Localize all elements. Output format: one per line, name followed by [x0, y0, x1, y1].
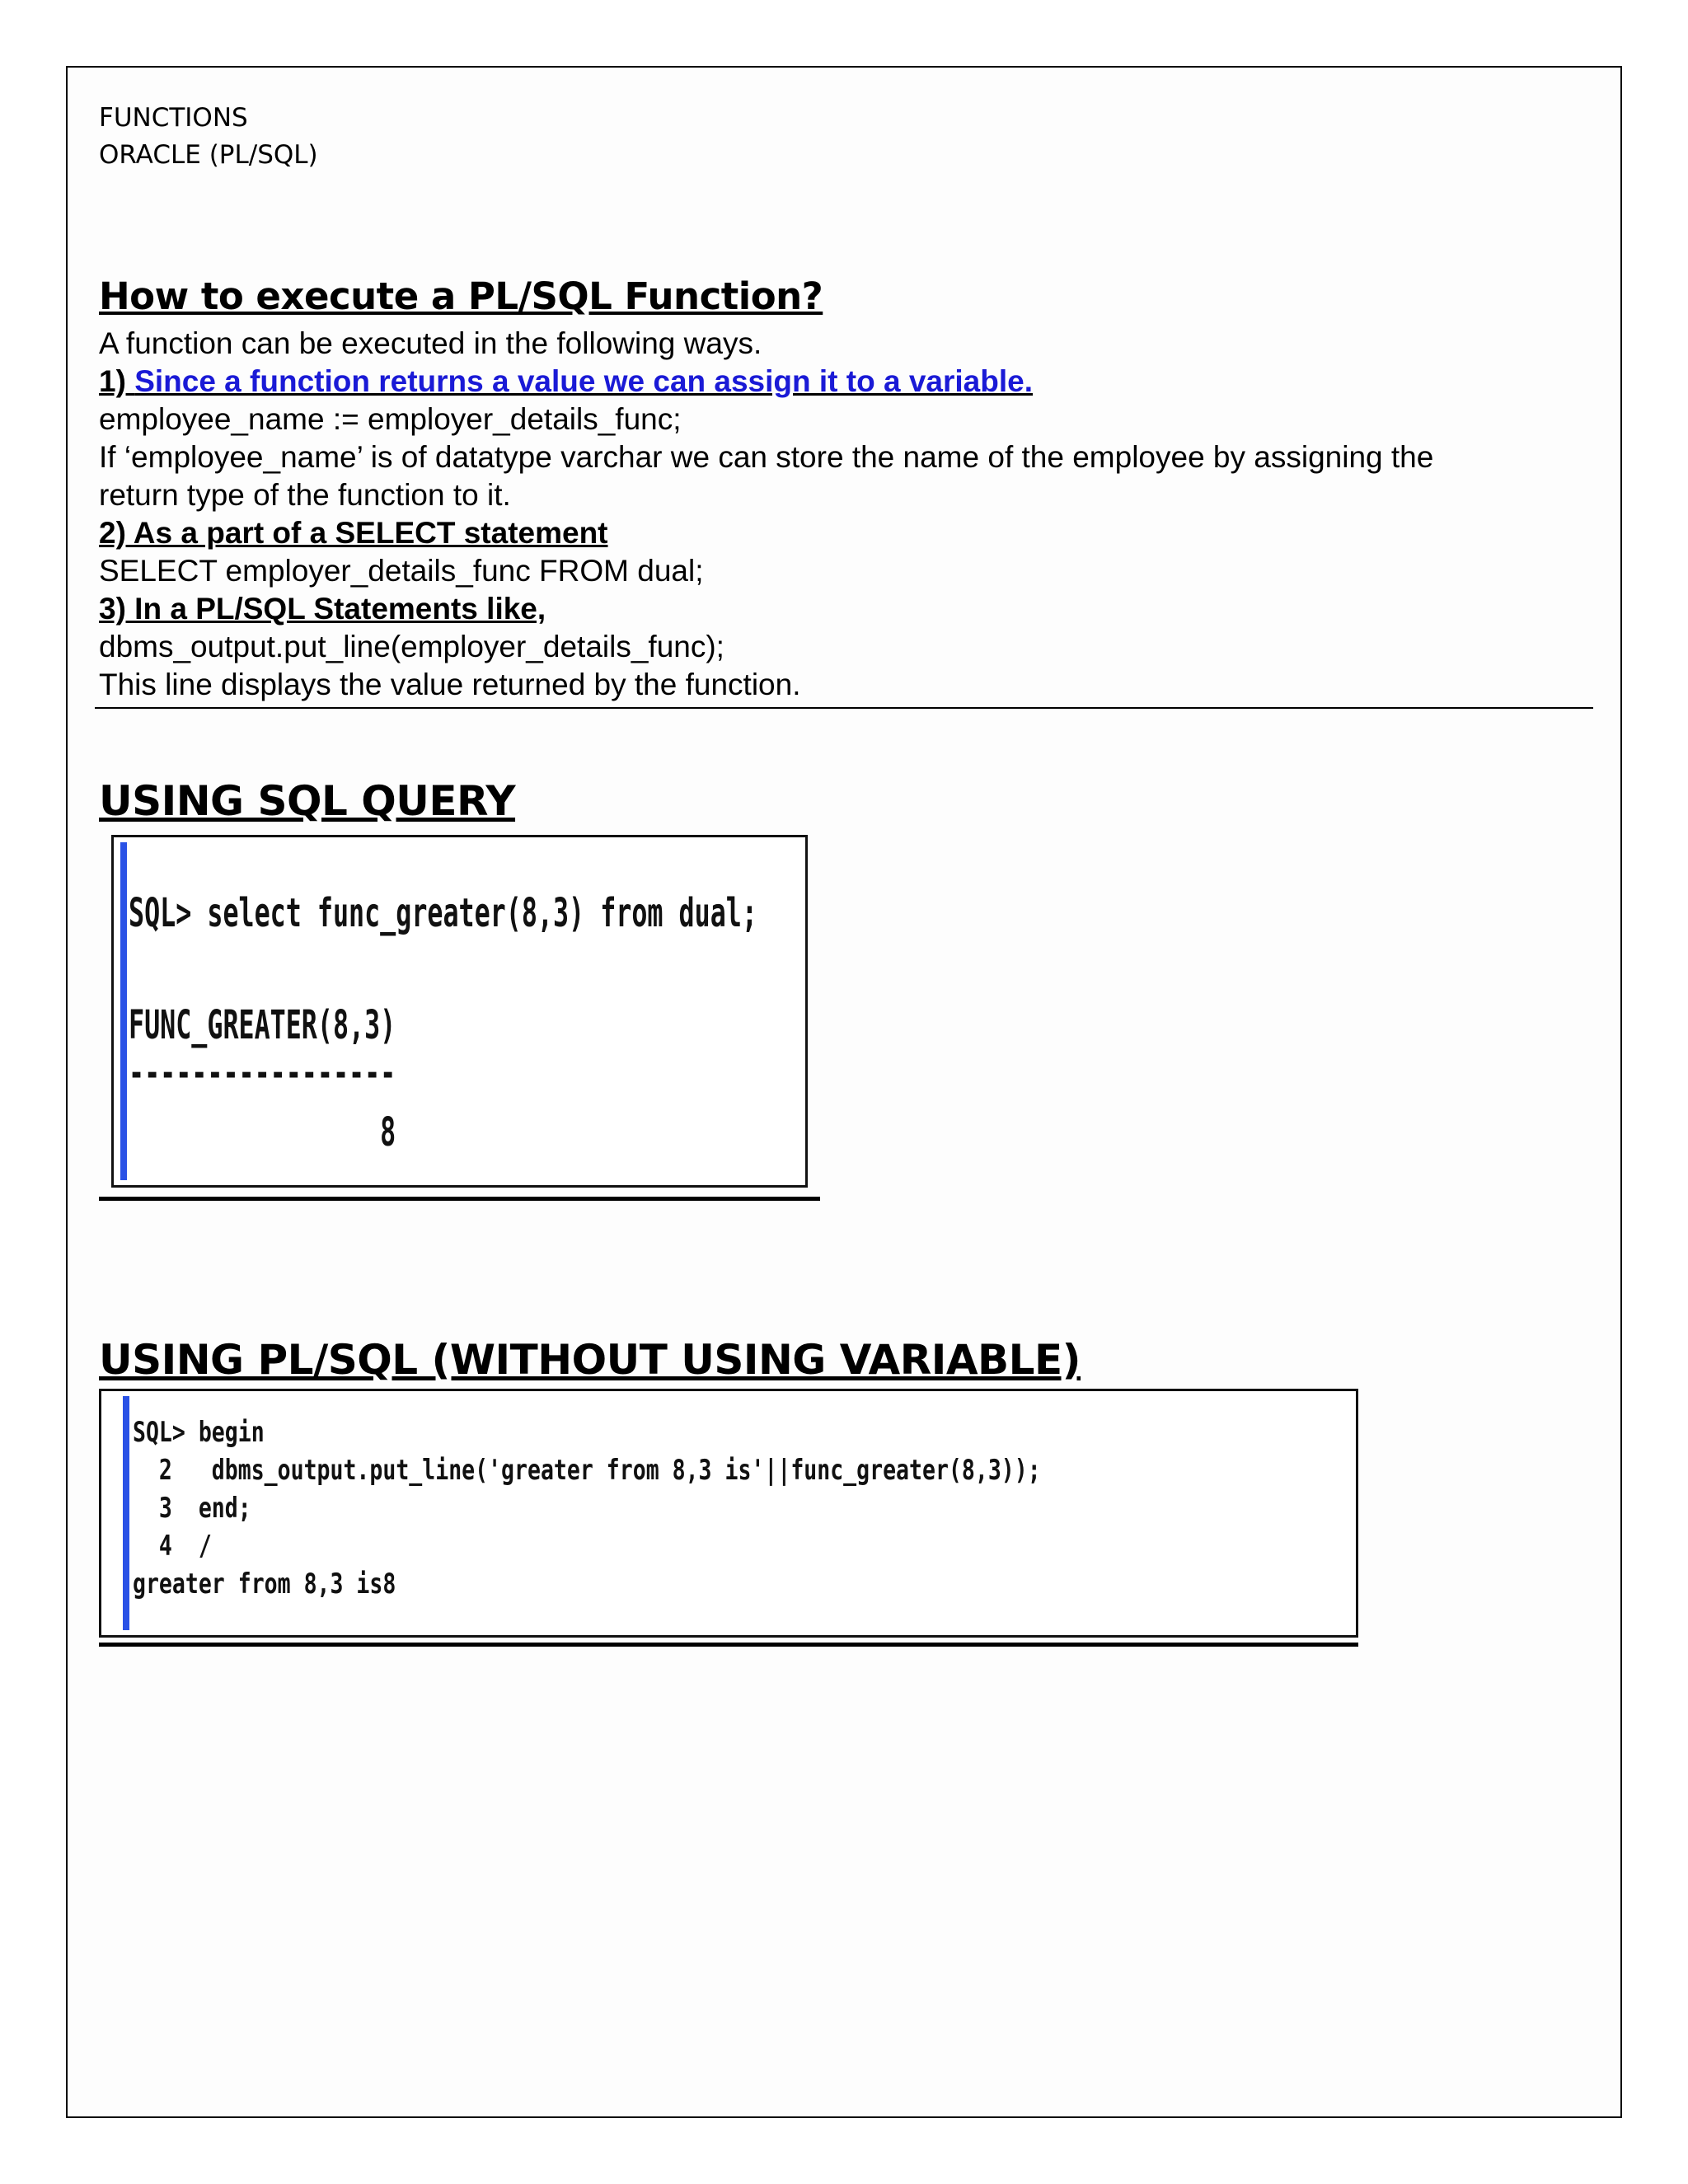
plsql-terminal-screenshot	[99, 1389, 1358, 1638]
terminal-line: FUNC_GREATER(8,3)	[129, 1002, 396, 1048]
section-title-sql-query: USING SQL QUERY	[99, 777, 516, 825]
terminal-line: -----------------	[129, 1050, 396, 1096]
item3-description: This line displays the value returned by the function.	[99, 668, 801, 701]
terminal-line: 2 dbms_output.put_line('greater from 8,3 is'||func_greater(8,3));	[133, 1454, 1041, 1487]
item2-code: SELECT employer_details_func FROM dual;	[99, 554, 704, 588]
terminal-line: SQL> begin	[133, 1416, 265, 1449]
terminal-accent-bar	[120, 842, 127, 1180]
item1-description-line1: If ‘employee_name’ is of datatype varchar we can store the name of the employee by assigning the	[99, 440, 1434, 474]
terminal-line: 3 end;	[133, 1492, 251, 1525]
section-divider	[95, 707, 1593, 709]
item1-code: employee_name := employer_details_func;	[99, 402, 682, 436]
terminal-line: 8	[129, 1109, 396, 1155]
intro-text: A function can be executed in the following ways.	[99, 326, 762, 360]
item3-code: dbms_output.put_line(employer_details_func);	[99, 630, 724, 663]
doc-header-title: FUNCTIONS	[99, 103, 248, 133]
terminal-line: greater from 8,3 is8	[133, 1568, 396, 1601]
terminal-underline	[99, 1643, 1358, 1647]
item1-description-line2: return type of the function to it.	[99, 478, 511, 512]
terminal-line: 4 /	[133, 1530, 212, 1563]
section-title-execute-function: How to execute a PL/SQL Function?	[99, 274, 823, 318]
section-title-plsql-without-variable: USING PL/SQL (WITHOUT USING VARIABLE)	[99, 1336, 1081, 1384]
doc-header-subtitle: ORACLE (PL/SQL)	[99, 140, 318, 170]
sql-query-terminal-screenshot	[111, 835, 808, 1188]
item1-heading[interactable]	[99, 363, 1033, 401]
terminal-underline	[99, 1197, 820, 1201]
item3-heading: 3) In a PL/SQL Statements like,	[99, 592, 546, 626]
terminal-accent-bar	[123, 1396, 129, 1630]
item2-heading: 2) As a part of a SELECT statement	[99, 516, 608, 550]
item1-number: 1)	[99, 364, 135, 398]
item1-link-text[interactable]: Since a function returns a value we can assign it to a variable.	[134, 364, 1033, 398]
terminal-line: SQL> select func_greater(8,3) from dual;	[129, 890, 757, 936]
